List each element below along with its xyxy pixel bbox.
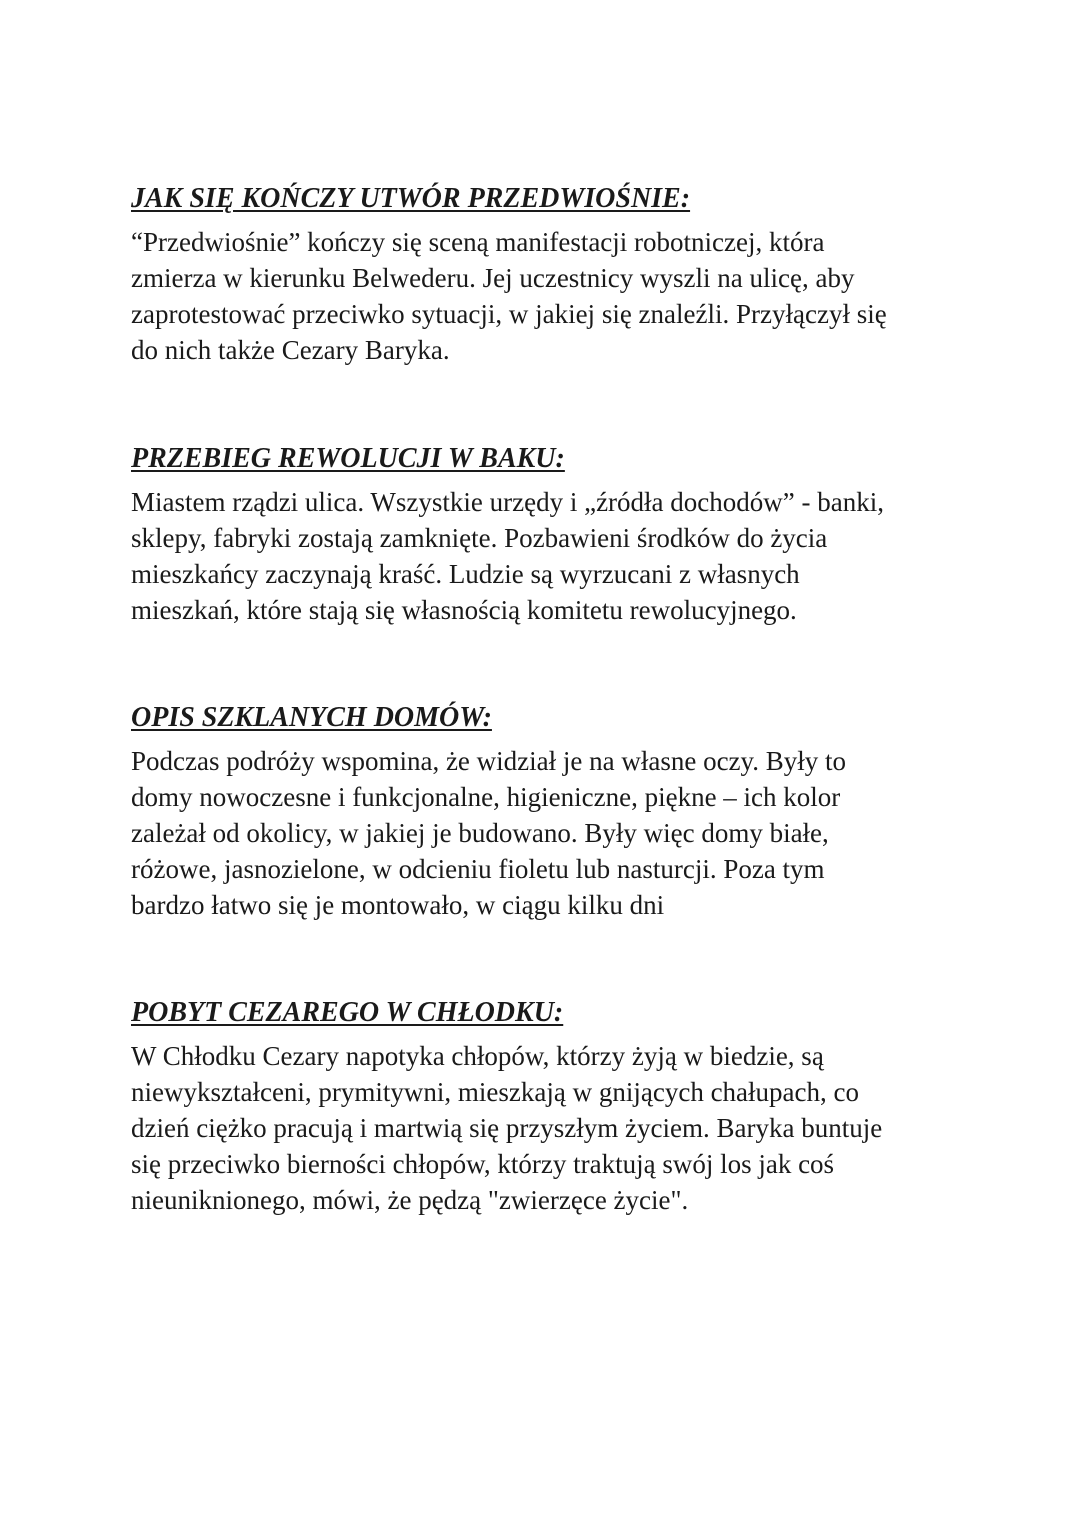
text-line: zmierza w kierunku Belwederu. Jej uczestnicy wyszli na ulicę, aby bbox=[131, 263, 855, 293]
text-line: bardzo łatwo się je montowało, w ciągu kilku dni bbox=[131, 890, 665, 920]
section-heading: JAK SIĘ KOŃCZY UTWÓR PRZEDWIOŚNIE: bbox=[131, 183, 691, 214]
section-chlodek-stay bbox=[131, 996, 961, 1218]
text-line: niewykształceni, prymitywni, mieszkają w gnijących chałupach, co bbox=[131, 1077, 859, 1107]
section-heading: POBYT CEZAREGO W CHŁODKU: bbox=[131, 997, 564, 1028]
text-line: różowe, jasnozielone, w odcieniu fioletu lub nasturcji. Poza tym bbox=[131, 854, 825, 884]
text-line: mieszkań, które stają się własnością komitetu rewolucyjnego. bbox=[131, 595, 797, 625]
text-line: W Chłodku Cezary napotyka chłopów, którzy żyją w biedzie, są bbox=[131, 1041, 824, 1071]
text-line: mieszkańcy zaczynają kraść. Ludzie są wyrzucani z własnych bbox=[131, 559, 800, 589]
text-line: domy nowoczesne i funkcjonalne, higieniczne, piękne – ich kolor bbox=[131, 782, 841, 812]
section-ending bbox=[131, 182, 961, 368]
text-line: “Przedwiośnie” kończy się sceną manifestacji robotniczej, która bbox=[131, 227, 825, 257]
section-glass-houses bbox=[131, 701, 961, 923]
section-body bbox=[131, 1038, 961, 1218]
text-line: zaprotestować przeciwko sytuacji, w jakiej się znaleźli. Przyłączył się bbox=[131, 299, 887, 329]
text-line: nieuniknionego, mówi, że pędzą "zwierzęce życie". bbox=[131, 1185, 689, 1215]
section-body bbox=[131, 743, 961, 923]
text-line: Podczas podróży wspomina, że widział je na własne oczy. Były to bbox=[131, 746, 847, 776]
text-line: zależał od okolicy, w jakiej je budowano. Były więc domy białe, bbox=[131, 818, 829, 848]
text-line: Miastem rządzi ulica. Wszystkie urzędy i „źródła dochodów” - banki, bbox=[131, 487, 884, 517]
section-baku-revolution bbox=[131, 442, 961, 628]
section-heading: OPIS SZKLANYCH DOMÓW: bbox=[131, 702, 492, 733]
section-heading: PRZEBIEG REWOLUCJI W BAKU: bbox=[131, 443, 565, 474]
section-body bbox=[131, 224, 961, 368]
text-line: do nich także Cezary Baryka. bbox=[131, 335, 450, 365]
section-body bbox=[131, 484, 961, 628]
text-line: się przeciwko bierności chłopów, którzy traktują swój los jak coś bbox=[131, 1149, 835, 1179]
text-line: sklepy, fabryki zostają zamknięte. Pozbawieni środków do życia bbox=[131, 523, 828, 553]
text-line: dzień ciężko pracują i martwią się przyszłym życiem. Baryka buntuje bbox=[131, 1113, 883, 1143]
